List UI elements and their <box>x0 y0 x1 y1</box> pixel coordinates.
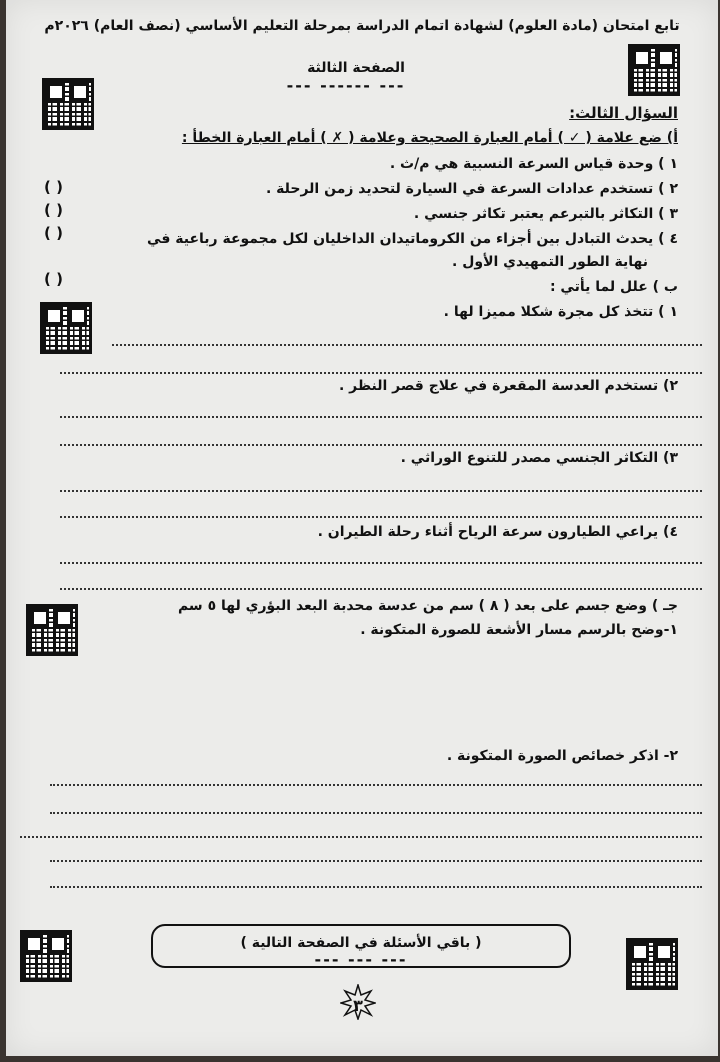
part-a-item-4: ٤ ) يحدث التبادل بين أجزاء من الكروماتيدان الداخليان لكل مجموعة رباعية في <box>147 231 678 247</box>
answer-line[interactable] <box>20 836 702 838</box>
answer-line[interactable] <box>50 860 702 862</box>
answer-line[interactable] <box>60 444 702 446</box>
answer-line[interactable] <box>50 812 702 814</box>
answer-line[interactable] <box>60 372 702 374</box>
answer-line[interactable] <box>60 562 702 564</box>
page-title: الصفحة الثالثة <box>307 60 405 76</box>
qr-code-bottom-left <box>20 930 72 982</box>
answer-line[interactable] <box>60 588 702 590</box>
answer-line[interactable] <box>60 416 702 418</box>
part-c-item-1: ١-وضح بالرسم مسار الأشعة للصورة المتكونة . <box>360 622 678 638</box>
qr-code-bottom-right <box>626 938 678 990</box>
qr-code-left-lower <box>26 604 78 656</box>
page-number-text: ٣ <box>353 996 363 1015</box>
answer-line[interactable] <box>60 490 702 492</box>
part-c-instruction: جـ ) وضع جسم على بعد ( ٨ ) سم من عدسة محدبة البعد البؤري لها ٥ سم <box>177 598 678 614</box>
answer-line[interactable] <box>60 516 702 518</box>
answer-blank-2[interactable]: ( ) <box>44 201 63 219</box>
part-a-item-1: ١ ) وحدة قياس السرعة النسبية هي م/ث . <box>389 156 678 172</box>
answer-line[interactable] <box>112 344 702 346</box>
qr-code-left-mid <box>40 302 92 354</box>
answer-blank-3[interactable]: ( ) <box>44 224 63 242</box>
page-title-dashes: --- ------ --- <box>286 76 406 95</box>
part-c-item-2: ٢- اذكر خصائص الصورة المتكونة . <box>446 748 678 764</box>
exam-header <box>6 18 718 40</box>
footer-dashes: --- --- --- <box>314 950 408 969</box>
part-a-item-2: ٢ ) تستخدم عدادات السرعة في السيارة لتحديد زمن الرحلة . <box>265 181 678 197</box>
answer-line[interactable] <box>50 886 702 888</box>
part-b-instruction: ب ) علل لما يأتي : <box>549 279 678 295</box>
part-b-item-3: ٣) التكاثر الجنسي مصدر للتنوع الوراثي . <box>400 450 678 466</box>
next-page-note: ( باقي الأسئلة في الصفحة التالية ) <box>151 924 571 968</box>
exam-header-title: تابع امتحان (مادة العلوم) لشهادة اتمام الدراسة بمرحلة التعليم الأساسي (نصف العام) ٢٠٢٦م <box>44 18 680 34</box>
page-number <box>340 984 376 1020</box>
qr-code-top-right <box>628 44 680 96</box>
exam-page <box>6 0 718 1056</box>
qr-code-top-left <box>42 78 94 130</box>
part-a-item-4-cont: نهاية الطور التمهيدي الأول . <box>452 254 648 270</box>
question-title: السؤال الثالث: <box>569 104 678 122</box>
answer-line[interactable] <box>50 784 702 786</box>
part-b-item-2: ٢) تستخدم العدسة المقعرة في علاج قصر النظر . <box>338 378 678 394</box>
part-a-instruction: أ) ضع علامة ( ✓ ) أمام العبارة الصحيحة وعلامة ( ✗ ) أمام العبارة الخطأ : <box>181 130 678 146</box>
answer-blank-4[interactable]: ( ) <box>44 270 63 288</box>
answer-blank-1[interactable]: ( ) <box>44 178 63 196</box>
part-a-item-3: ٣ ) التكاثر بالتبرعم يعتبر تكاثر جنسي . <box>413 206 678 222</box>
part-b-item-1: ١ ) تتخذ كل مجرة شكلا مميزا لها . <box>443 304 678 320</box>
part-b-item-4: ٤) يراعي الطيارون سرعة الرياح أثناء رحلة الطيران . <box>317 524 678 540</box>
